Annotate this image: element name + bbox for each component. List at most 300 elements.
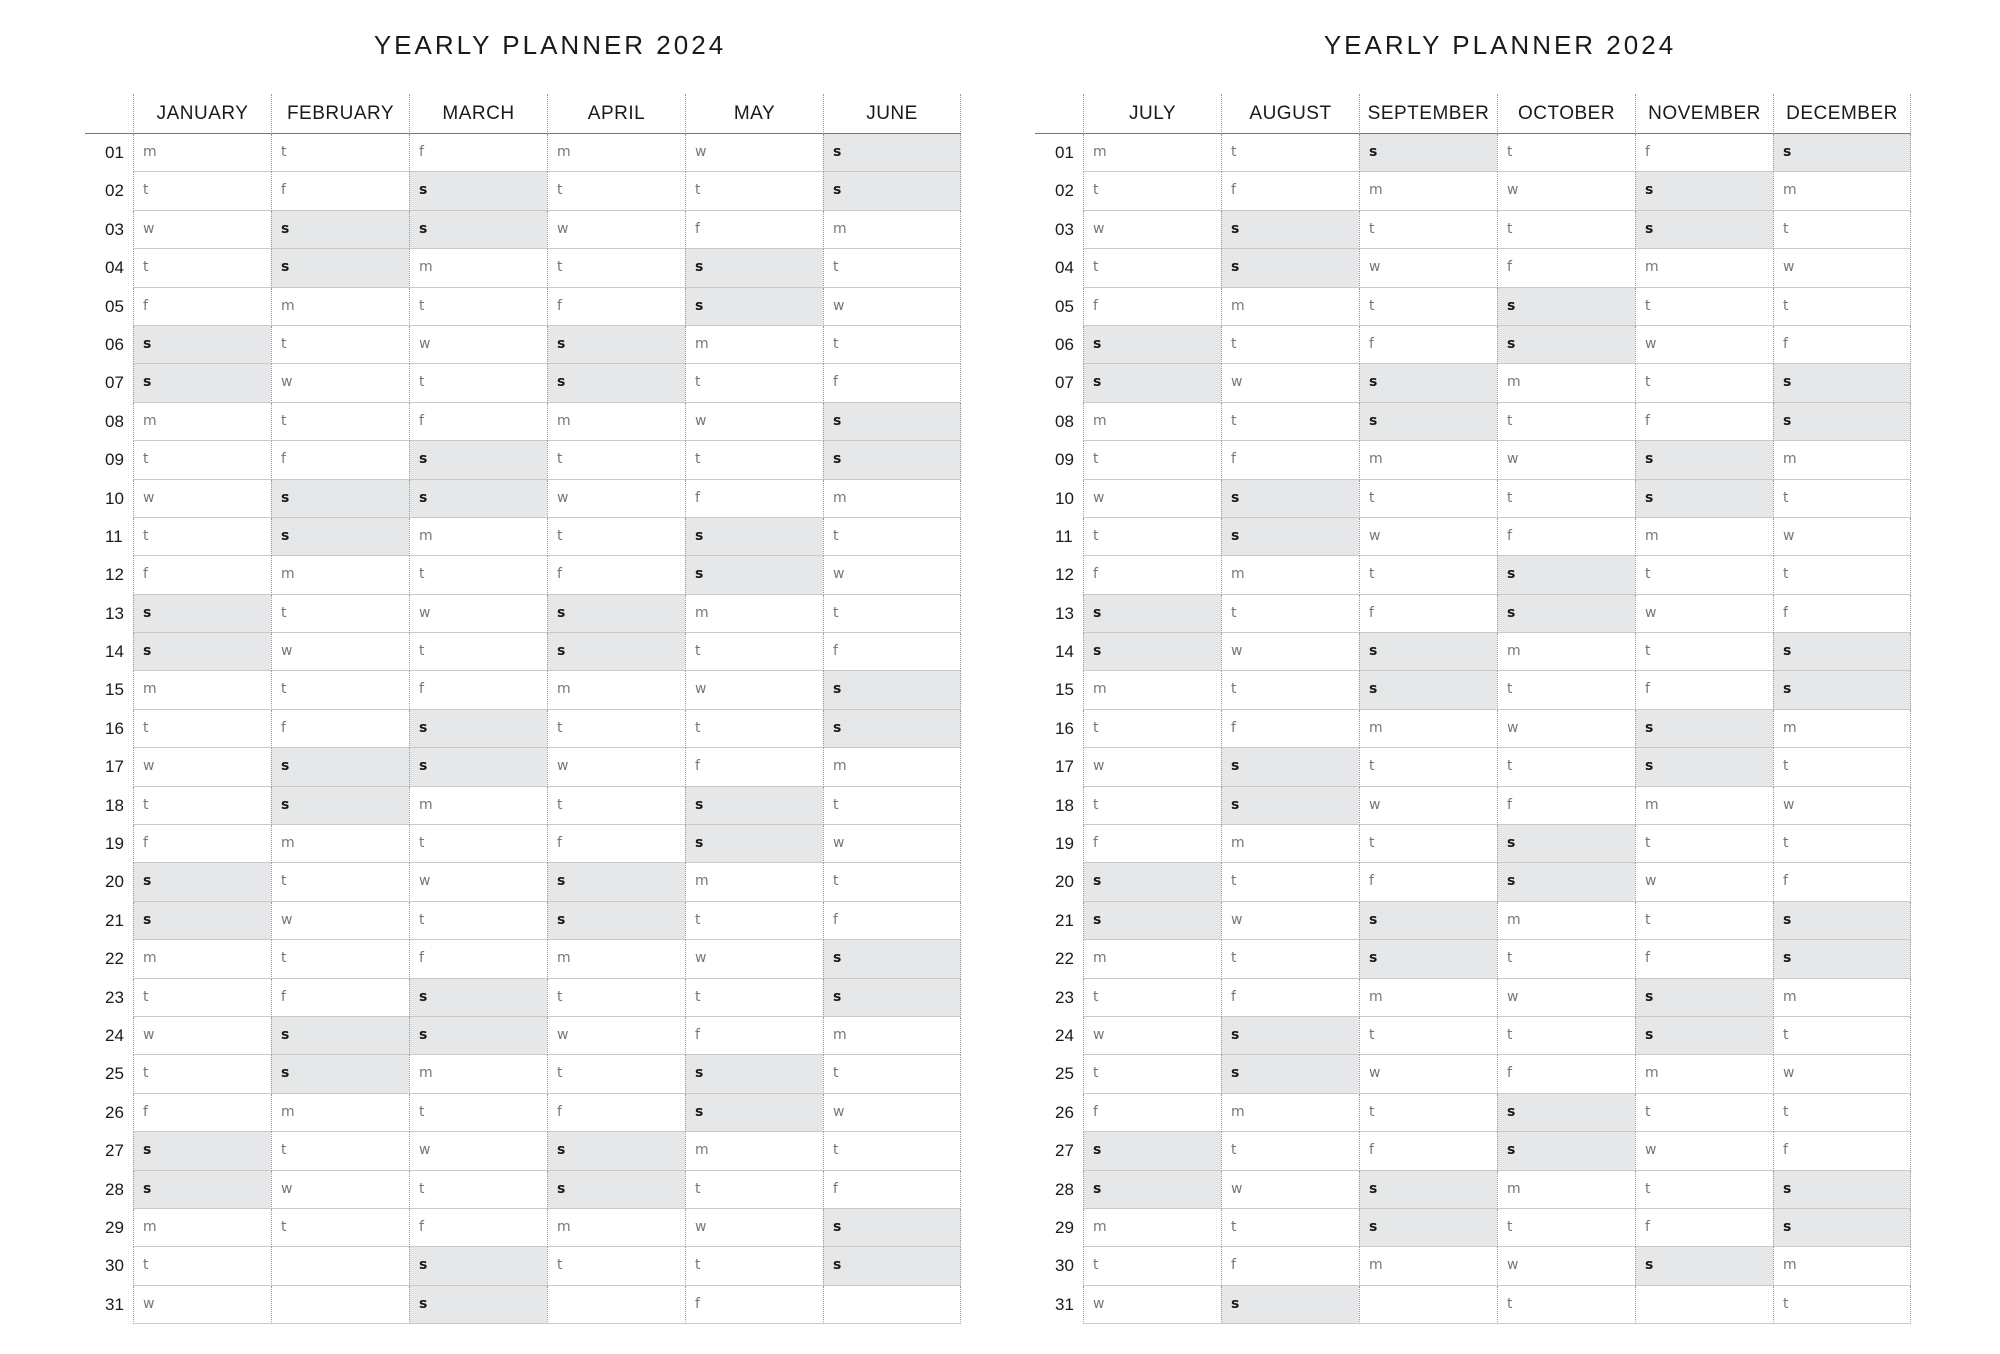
day-cell: f [1497, 1055, 1635, 1093]
day-cell: f [823, 1171, 961, 1209]
day-cell: t [1221, 134, 1359, 172]
day-number: 17 [105, 757, 124, 777]
day-cell: s [547, 863, 685, 901]
day-cell: w [1773, 787, 1911, 825]
day-number: 04 [1055, 258, 1074, 278]
day-cell: t [1635, 364, 1773, 402]
day-cell: t [823, 863, 961, 901]
day-cell: m [1635, 1055, 1773, 1093]
day-number: 09 [105, 450, 124, 470]
day-cell: t [547, 441, 685, 479]
day-number: 05 [1055, 296, 1074, 316]
day-cell: s [1497, 556, 1635, 594]
day-cell: s [1221, 1055, 1359, 1093]
day-cell: f [1635, 134, 1773, 172]
day-cell: t [1635, 1094, 1773, 1132]
day-number: 08 [105, 411, 124, 431]
day-cell: s [1359, 671, 1497, 709]
day-cell: s [1773, 902, 1911, 940]
day-cell: s [1773, 671, 1911, 709]
day-cell: t [1497, 1286, 1635, 1324]
day-number: 11 [1055, 526, 1073, 546]
day-cell: s [271, 518, 409, 556]
day-cell: t [1773, 1094, 1911, 1132]
day-cell: m [409, 518, 547, 556]
day-number: 21 [105, 910, 124, 930]
day-cell: s [1083, 326, 1221, 364]
day-cell: s [1773, 1209, 1911, 1247]
planner-page-right [1035, 0, 1965, 1354]
day-cell: f [1359, 863, 1497, 901]
grid-corner [85, 94, 133, 134]
day-cell: s [547, 326, 685, 364]
day-cell: f [1635, 671, 1773, 709]
day-cell: t [1773, 480, 1911, 518]
day-cell: s [1221, 1017, 1359, 1055]
day-cell: s [409, 979, 547, 1017]
day-cell: f [547, 1094, 685, 1132]
day-cell: t [1773, 1286, 1911, 1324]
day-cell: t [1635, 556, 1773, 594]
day-cell: t [1497, 403, 1635, 441]
day-cell: t [685, 633, 823, 671]
day-cell: w [1083, 1017, 1221, 1055]
day-number: 24 [105, 1025, 124, 1045]
day-cell: m [1497, 364, 1635, 402]
day-number: 20 [1055, 872, 1074, 892]
month-header: JUNE [823, 94, 961, 134]
day-cell: s [1221, 518, 1359, 556]
day-number: 15 [1055, 680, 1074, 700]
day-cell: t [823, 326, 961, 364]
day-cell: t [409, 633, 547, 671]
day-cell: w [685, 940, 823, 978]
day-cell: s [133, 863, 271, 901]
day-cell: s [823, 940, 961, 978]
month-header: SEPTEMBER [1359, 94, 1497, 134]
day-cell: m [133, 671, 271, 709]
day-cell: w [1497, 1247, 1635, 1285]
day-cell: s [1635, 441, 1773, 479]
day-cell: w [1083, 748, 1221, 786]
day-number: 22 [1055, 949, 1074, 969]
day-cell: f [685, 1286, 823, 1324]
day-cell: t [1635, 902, 1773, 940]
day-number: 19 [1055, 834, 1074, 854]
day-cell: w [823, 825, 961, 863]
day-cell: t [1773, 1017, 1911, 1055]
day-number: 07 [1055, 373, 1074, 393]
day-cell: m [1773, 1247, 1911, 1285]
day-cell: s [1497, 595, 1635, 633]
day-cell: t [547, 249, 685, 287]
day-cell: t [685, 902, 823, 940]
day-cell: t [1359, 1017, 1497, 1055]
day-cell: t [133, 249, 271, 287]
day-cell: f [1773, 326, 1911, 364]
day-cell: m [1773, 441, 1911, 479]
day-cell: f [409, 1209, 547, 1247]
day-cell: w [409, 1132, 547, 1170]
day-cell: f [271, 979, 409, 1017]
day-cell: s [133, 1171, 271, 1209]
day-cell: t [1497, 748, 1635, 786]
day-cell: t [271, 326, 409, 364]
day-cell: s [1359, 1171, 1497, 1209]
day-cell: s [685, 518, 823, 556]
day-cell: s [1221, 787, 1359, 825]
day-cell: t [685, 1171, 823, 1209]
day-cell: t [133, 979, 271, 1017]
day-cell: t [685, 710, 823, 748]
day-number: 27 [105, 1141, 124, 1161]
day-cell: w [1497, 979, 1635, 1017]
day-cell: t [409, 825, 547, 863]
day-cell: m [547, 671, 685, 709]
day-cell: s [1083, 863, 1221, 901]
day-cell: f [1221, 1247, 1359, 1285]
day-cell: s [271, 211, 409, 249]
day-cell: f [133, 1094, 271, 1132]
day-cell: m [547, 1209, 685, 1247]
day-cell: m [1359, 710, 1497, 748]
day-cell: w [1497, 172, 1635, 210]
day-cell: f [1221, 979, 1359, 1017]
month-header: DECEMBER [1773, 94, 1911, 134]
day-number: 10 [1055, 488, 1074, 508]
day-cell: s [1359, 940, 1497, 978]
day-cell: s [1359, 403, 1497, 441]
day-cell: t [823, 787, 961, 825]
day-cell: s [1773, 940, 1911, 978]
day-cell: s [1635, 172, 1773, 210]
day-cell: m [823, 1017, 961, 1055]
day-cell: s [685, 288, 823, 326]
day-cell: s [409, 1247, 547, 1285]
day-number: 29 [1055, 1217, 1074, 1237]
day-cell: w [1221, 902, 1359, 940]
day-cell: f [1083, 825, 1221, 863]
day-cell: w [1083, 1286, 1221, 1324]
day-cell: w [1635, 863, 1773, 901]
day-cell: w [271, 364, 409, 402]
day-number: 20 [105, 872, 124, 892]
day-cell: f [1359, 1132, 1497, 1170]
day-number: 25 [1055, 1064, 1074, 1084]
day-cell: t [547, 518, 685, 556]
day-cell: t [1221, 595, 1359, 633]
day-cell: t [1773, 748, 1911, 786]
day-cell: m [823, 211, 961, 249]
day-cell: s [271, 748, 409, 786]
day-cell: m [133, 403, 271, 441]
day-cell: s [1635, 710, 1773, 748]
day-cell: t [1635, 633, 1773, 671]
day-cell: t [1359, 211, 1497, 249]
day-cell: t [409, 288, 547, 326]
day-number: 17 [1055, 757, 1074, 777]
day-cell: s [1359, 902, 1497, 940]
day-cell: s [1497, 288, 1635, 326]
day-cell: s [1497, 863, 1635, 901]
day-cell: m [271, 825, 409, 863]
day-number: 27 [1055, 1141, 1074, 1161]
day-cell: f [1497, 249, 1635, 287]
planner-grid [1035, 94, 1915, 1324]
day-cell: s [685, 556, 823, 594]
day-number: 18 [105, 795, 124, 815]
day-cell: m [133, 940, 271, 978]
day-cell: s [547, 595, 685, 633]
day-cell: s [1497, 326, 1635, 364]
day-cell: s [685, 1055, 823, 1093]
day-cell: s [409, 1286, 547, 1324]
day-cell: t [133, 787, 271, 825]
day-cell: t [1359, 556, 1497, 594]
day-cell: f [685, 211, 823, 249]
page-title: YEARLY PLANNER 2024 [373, 30, 727, 60]
day-cell: m [1635, 518, 1773, 556]
day-cell: w [1359, 1055, 1497, 1093]
day-cell: f [409, 134, 547, 172]
grid-corner [1035, 94, 1083, 134]
day-cell: t [409, 364, 547, 402]
month-header: FEBRUARY [271, 94, 409, 134]
day-cell: w [1773, 249, 1911, 287]
day-cell: w [1773, 1055, 1911, 1093]
day-cell: s [823, 134, 961, 172]
day-number: 18 [1055, 795, 1074, 815]
day-cell: m [1497, 1171, 1635, 1209]
day-cell: f [271, 172, 409, 210]
day-number: 14 [105, 642, 124, 662]
day-cell: w [133, 1286, 271, 1324]
day-cell: s [685, 825, 823, 863]
day-cell: t [271, 671, 409, 709]
day-cell: m [547, 134, 685, 172]
day-cell: s [823, 1247, 961, 1285]
day-cell: t [1773, 211, 1911, 249]
day-cell: t [547, 979, 685, 1017]
day-cell: t [1083, 787, 1221, 825]
day-cell: s [547, 633, 685, 671]
day-cell: w [271, 633, 409, 671]
day-number: 29 [105, 1217, 124, 1237]
day-cell: w [685, 671, 823, 709]
day-cell: t [1497, 671, 1635, 709]
month-header: APRIL [547, 94, 685, 134]
day-cell: t [1359, 288, 1497, 326]
day-cell: t [1221, 326, 1359, 364]
day-number: 01 [105, 143, 124, 162]
day-cell: m [685, 863, 823, 901]
day-cell: w [685, 403, 823, 441]
day-cell: t [1497, 1209, 1635, 1247]
day-cell: w [1635, 1132, 1773, 1170]
day-cell: s [271, 249, 409, 287]
day-cell: s [1221, 748, 1359, 786]
day-cell: w [1359, 518, 1497, 556]
page-title: YEARLY PLANNER 2024 [1323, 30, 1677, 60]
day-cell: f [1083, 288, 1221, 326]
day-cell: t [1221, 403, 1359, 441]
day-cell: s [409, 172, 547, 210]
day-cell: s [547, 902, 685, 940]
day-cell: t [1221, 1132, 1359, 1170]
month-header: JULY [1083, 94, 1221, 134]
day-cell: f [133, 556, 271, 594]
day-cell: w [133, 480, 271, 518]
day-cell: t [133, 172, 271, 210]
day-number: 06 [1055, 334, 1074, 354]
day-cell: t [1635, 1171, 1773, 1209]
day-number: 31 [1055, 1294, 1074, 1314]
day-cell: s [1083, 1132, 1221, 1170]
day-cell: t [1635, 825, 1773, 863]
day-cell: f [271, 441, 409, 479]
day-number: 16 [105, 718, 124, 738]
day-cell: m [1635, 787, 1773, 825]
day-cell: f [409, 403, 547, 441]
day-cell: s [1497, 1094, 1635, 1132]
day-cell: w [271, 902, 409, 940]
day-number: 23 [105, 987, 124, 1007]
day-cell: w [547, 1017, 685, 1055]
day-cell: f [823, 633, 961, 671]
day-cell: t [547, 1247, 685, 1285]
day-cell: f [1497, 518, 1635, 556]
day-cell: m [1497, 633, 1635, 671]
day-cell: t [133, 1247, 271, 1285]
day-number: 22 [105, 949, 124, 969]
day-cell: f [1635, 940, 1773, 978]
day-cell: m [1083, 134, 1221, 172]
day-cell: s [1635, 480, 1773, 518]
day-cell: t [823, 518, 961, 556]
day-number: 02 [105, 181, 124, 201]
day-cell: s [1221, 1286, 1359, 1324]
empty-day-cell [547, 1286, 685, 1324]
day-cell: t [1359, 480, 1497, 518]
day-cell: t [1083, 979, 1221, 1017]
day-cell: t [271, 1209, 409, 1247]
day-number: 12 [1055, 565, 1074, 585]
month-header: AUGUST [1221, 94, 1359, 134]
day-cell: t [1221, 1209, 1359, 1247]
day-cell: s [133, 633, 271, 671]
day-cell: m [1083, 1209, 1221, 1247]
day-cell: s [271, 480, 409, 518]
day-cell: w [1497, 710, 1635, 748]
day-cell: t [1497, 940, 1635, 978]
day-cell: s [1773, 633, 1911, 671]
day-cell: t [271, 940, 409, 978]
day-cell: m [1773, 979, 1911, 1017]
day-cell: t [1497, 480, 1635, 518]
day-cell: t [1359, 748, 1497, 786]
day-cell: w [685, 1209, 823, 1247]
day-cell: m [547, 403, 685, 441]
day-cell: f [133, 825, 271, 863]
day-cell: f [823, 364, 961, 402]
planner-grid [85, 94, 965, 1324]
day-cell: s [409, 1017, 547, 1055]
day-cell: f [547, 288, 685, 326]
day-cell: s [1221, 211, 1359, 249]
day-number: 13 [105, 603, 124, 623]
day-cell: s [1083, 633, 1221, 671]
day-cell: w [409, 863, 547, 901]
day-cell: t [1221, 940, 1359, 978]
day-cell: t [409, 1171, 547, 1209]
day-cell: w [409, 595, 547, 633]
day-number: 28 [1055, 1179, 1074, 1199]
day-cell: m [271, 1094, 409, 1132]
day-cell: t [1221, 863, 1359, 901]
day-cell: s [1359, 364, 1497, 402]
day-cell: t [133, 518, 271, 556]
day-cell: s [133, 902, 271, 940]
day-cell: f [1083, 1094, 1221, 1132]
day-cell: f [1221, 441, 1359, 479]
day-cell: w [1083, 211, 1221, 249]
day-cell: s [1635, 748, 1773, 786]
day-number: 30 [105, 1256, 124, 1276]
day-cell: t [547, 172, 685, 210]
day-cell: s [1635, 979, 1773, 1017]
day-cell: f [685, 480, 823, 518]
day-cell: m [1635, 249, 1773, 287]
day-cell: f [1635, 1209, 1773, 1247]
day-cell: s [409, 480, 547, 518]
day-cell: t [1773, 556, 1911, 594]
day-cell: m [1221, 556, 1359, 594]
day-cell: t [547, 1055, 685, 1093]
empty-day-cell [823, 1286, 961, 1324]
day-cell: t [685, 1247, 823, 1285]
day-cell: s [685, 249, 823, 287]
day-cell: s [1221, 480, 1359, 518]
day-number: 14 [1055, 642, 1074, 662]
empty-day-cell [271, 1286, 409, 1324]
day-cell: s [547, 1171, 685, 1209]
day-cell: t [1083, 1055, 1221, 1093]
month-header: OCTOBER [1497, 94, 1635, 134]
day-cell: w [1221, 1171, 1359, 1209]
day-cell: s [133, 595, 271, 633]
day-cell: s [409, 748, 547, 786]
day-cell: t [547, 787, 685, 825]
day-cell: s [1635, 211, 1773, 249]
day-cell: w [685, 134, 823, 172]
day-cell: w [133, 1017, 271, 1055]
day-cell: t [409, 902, 547, 940]
day-number: 16 [1055, 718, 1074, 738]
day-number: 26 [105, 1102, 124, 1122]
day-cell: m [1221, 288, 1359, 326]
day-cell: m [1221, 1094, 1359, 1132]
day-cell: f [1221, 710, 1359, 748]
day-number: 25 [105, 1064, 124, 1084]
day-cell: s [271, 1017, 409, 1055]
day-cell: f [1083, 556, 1221, 594]
day-cell: t [547, 710, 685, 748]
day-cell: s [547, 1132, 685, 1170]
day-cell: s [409, 441, 547, 479]
day-cell: t [823, 249, 961, 287]
day-cell: s [1083, 1171, 1221, 1209]
day-cell: w [409, 326, 547, 364]
